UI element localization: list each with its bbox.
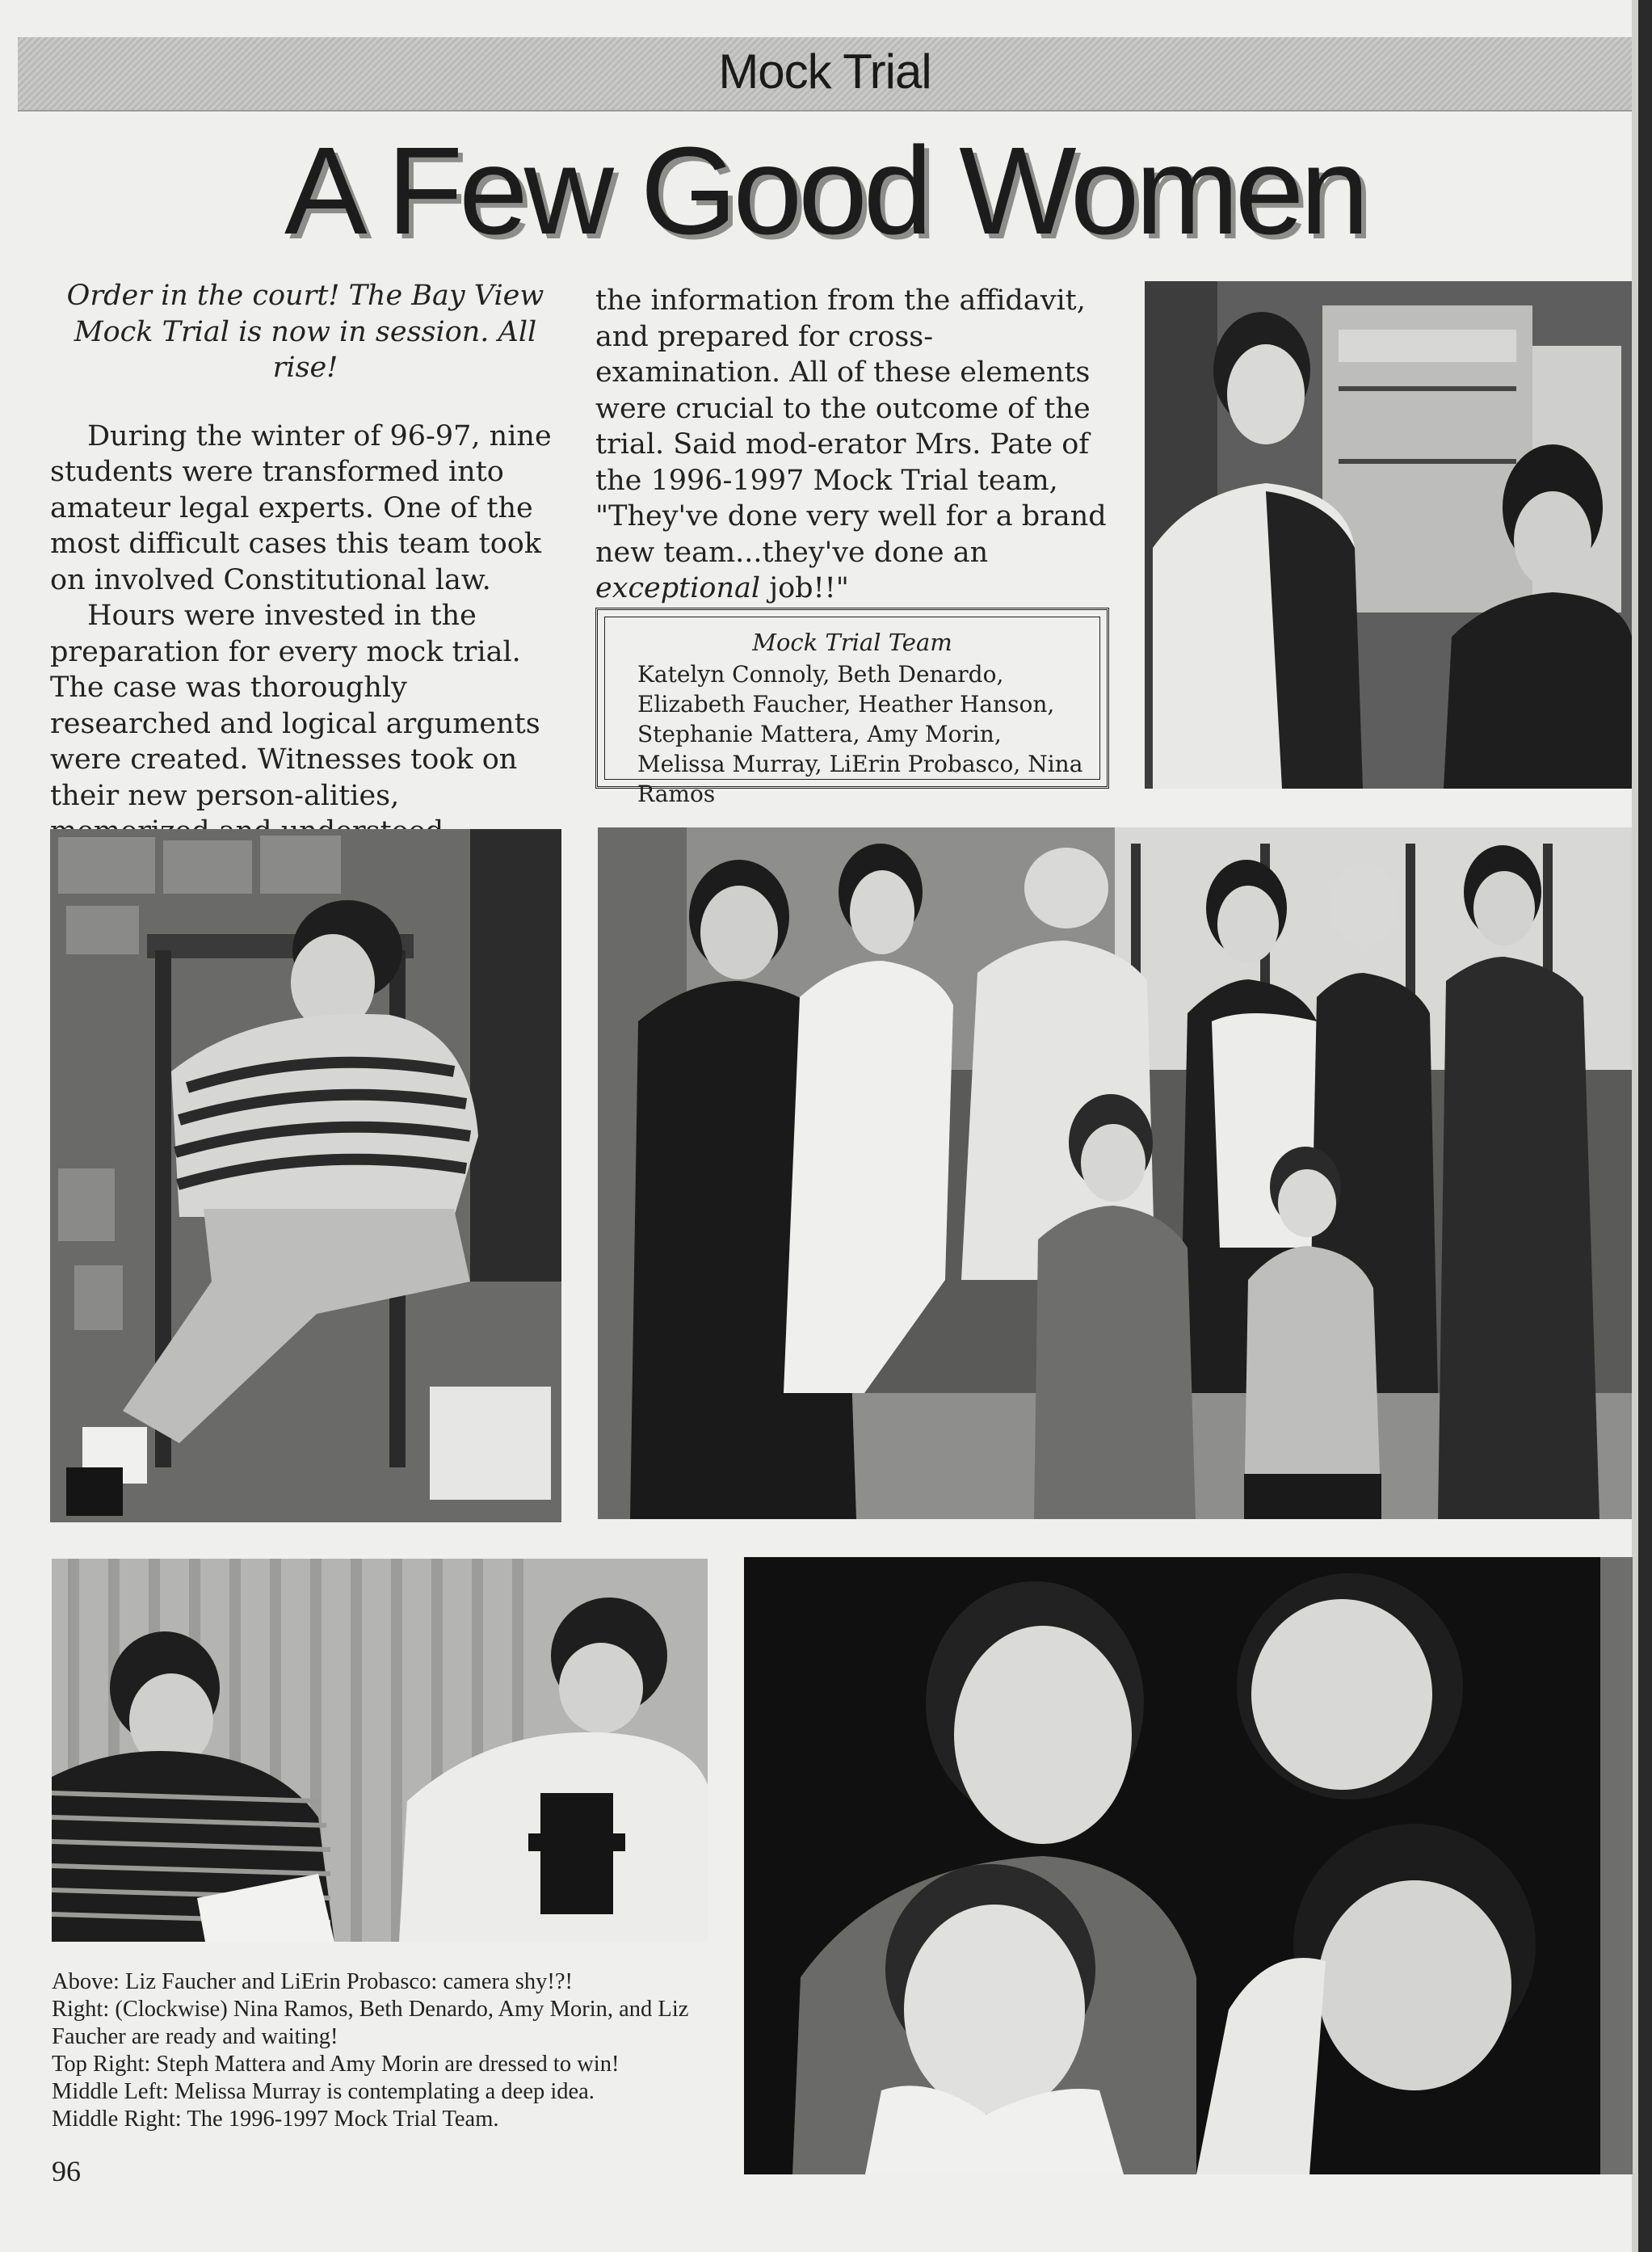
body-paragraph-3-end: job!!" <box>760 572 849 604</box>
photo-middle-right-image <box>598 827 1632 1519</box>
photo-bottom-right <box>744 1557 1633 2174</box>
caption-middle-left: Middle Left: Melissa Murray is contemplating a deep idea. <box>52 2079 595 2104</box>
photo-middle-left <box>50 829 561 1522</box>
caption-middle-right: Middle Right: The 1996-1997 Mock Trial Team. <box>52 2107 499 2132</box>
photo-top-right-image <box>1145 281 1632 789</box>
page-edge-light <box>1632 0 1638 2252</box>
photo-captions <box>52 1968 722 2133</box>
body-paragraph-3 <box>595 283 1112 607</box>
section-header-band <box>18 37 1632 112</box>
team-roster-title: Mock Trial Team <box>752 629 952 656</box>
caption-right: Right: (Clockwise) Nina Ramos, Beth Denardo, Amy Morin, and Liz Faucher are ready and waiting! <box>52 1997 689 2049</box>
text-column-left <box>50 278 561 850</box>
caption-top-right: Top Right: Steph Mattera and Amy Morin are dressed to win! <box>52 2052 620 2077</box>
body-paragraph-3-start: the information from the affidavit, and prepared for cross-examination. All of these elements were crucial to the outcome of the trial. Said mod-erator Mrs. Pate of the 1996-1997 Mock Trial team, "They've done very well for a brand new team...they've done an <box>595 284 1107 569</box>
binding-edge <box>1638 0 1652 2252</box>
intro-line-2: Mock Trial is now in session. All rise! <box>74 315 537 384</box>
photo-top-right <box>1145 281 1632 789</box>
photo-bottom-left-image <box>52 1559 708 1942</box>
photo-bottom-left <box>52 1559 708 1942</box>
page-title: A Few Good Women <box>284 121 1366 260</box>
body-paragraph-2: Hours were invested in the preparation for every mock trial. The case was thoroughly researched and logical arguments were created. Witnesses took on their new person-alities, <box>50 600 540 812</box>
body-paragraph-1: During the winter of 96-97, nine students were transformed into amateur legal experts. One of the most difficult cases this team took on involved Constitutional law. <box>50 419 552 596</box>
text-column-middle <box>595 283 1112 607</box>
page-number: 96 <box>52 2155 81 2187</box>
team-roster-box <box>595 608 1109 807</box>
photo-middle-left-image <box>50 829 561 1522</box>
photo-middle-right <box>598 827 1632 1519</box>
section-label: Mock Trial <box>718 44 931 99</box>
team-roster-names: Katelyn Connoly, Beth Denardo, Elizabeth Faucher, Heather Hanson, Stephanie Mattera, Amy Morin, Melissa Murray, LiErin Probasco, Nina Ramos <box>637 661 1083 807</box>
photo-bottom-right-image <box>744 1557 1633 2174</box>
intro-line-1: Order in the court! The Bay View <box>66 280 544 312</box>
team-roster-inner <box>604 617 1100 807</box>
body-paragraph-3-emphasis: exceptional <box>595 572 761 604</box>
caption-above: Above: Liz Faucher and LiErin Probasco: camera shy!?! <box>52 1969 573 1994</box>
